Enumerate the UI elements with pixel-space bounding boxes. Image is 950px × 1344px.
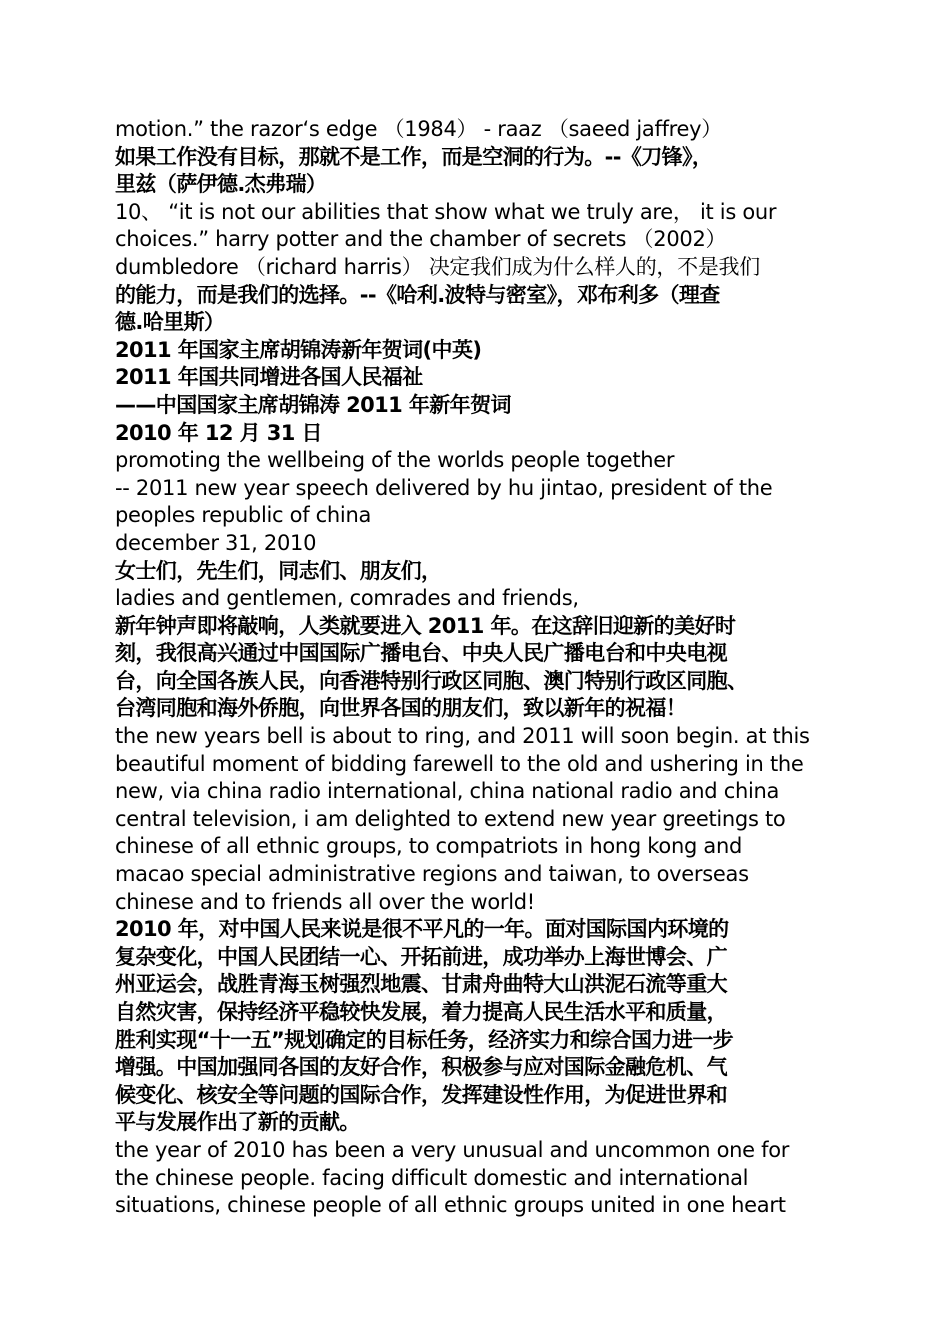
text-line: 候变化、核安全等问题的国际合作，发挥建设性作用，为促进世界和 [115,1082,727,1107]
text-line: motion.” the razor‘s edge （1984） - raaz （saeed jaffrey） [115,117,722,141]
text-line: central television, i am delighted to extend new year greetings to [115,806,786,831]
text-line: 台湾同胞和海外侨胞，向世界各国的朋友们，致以新年的祝福！ [115,696,687,721]
text-line: 2010 年 12 月 31 日 [115,420,322,445]
text-line: 台，向全国各族人民，向香港特别行政区同胞、澳门特别行政区同胞、 [115,668,748,693]
text-line: 平与发展作出了新的贡献。 [115,1110,360,1135]
text-line: 新年钟声即将敲响，人类就要进入 2011 年。在这辞旧迎新的美好时 [115,613,736,638]
text-line: december 31, 2010 [115,530,317,555]
text-line: 2010 年，对中国人民来说是很不平凡的一年。面对国际国内环境的 [115,917,729,942]
text-line: the chinese people. facing difficult domestic and international [115,1165,749,1190]
text-line: dumbledore （richard harris） 决定我们成为什么样人的，不是我们 [115,254,760,279]
text-line: ladies and gentlemen, comrades and friends, [115,586,579,611]
text-line: 自然灾害，保持经济平稳较快发展，着力提高人民生活水平和质量， [115,1000,727,1024]
text-line: 10、 “it is not our abilities that show what we truly are， it is our [115,199,777,224]
text-line: 德.哈里斯） [115,310,225,335]
text-line: promoting the wellbeing of the worlds people together [115,448,675,473]
text-line: new, via china radio international, china national radio and china [115,779,780,804]
text-line: chinese of all ethnic groups, to compatriots in hong kong and [115,834,742,859]
text-line: beautiful moment of bidding farewell to the old and ushering in the [115,751,804,776]
text-line: 州亚运会，战胜青海玉树强烈地震、甘肃舟曲特大山洪泥石流等重大 [115,972,727,997]
text-line: 的能力，而是我们的选择。--《哈利.波特与密室》，邓布利多（理查 [115,282,720,307]
text-line: 里兹（萨伊德.杰弗瑞） [115,172,327,197]
text-line: 胜利实现“十一五”规划确定的目标任务，经济实力和综合国力进一步 [115,1027,734,1052]
text-line: choices.” harry potter and the chamber of secrets （2002） [115,227,727,252]
text-line: 女士们，先生们，同志们、朋友们， [115,558,442,583]
text-line: chinese and to friends all over the world! [115,889,535,914]
text-line: -- 2011 new year speech delivered by hu jintao, president of the [115,475,773,500]
text-line: ——中国国家主席胡锦涛 2011 年新年贺词 [115,392,511,417]
text-line: 复杂变化，中国人民团结一心、开拓前进，成功举办上海世博会、广 [115,944,727,969]
text-line: 2011 年国家主席胡锦涛新年贺词(中英) [115,337,482,362]
text-line: 2011 年国共同增进各国人民福祉 [115,365,423,390]
text-line: the new years bell is about to ring, and 2011 will soon begin. at this [115,724,810,749]
text-line: macao special administrative regions and taiwan, to overseas [115,862,749,887]
text-line: peoples republic of china [115,503,372,528]
text-line: the year of 2010 has been a very unusual and uncommon one for [115,1137,790,1162]
text-line: 刻，我很高兴通过中国国际广播电台、中央人民广播电台和中央电视 [115,641,727,666]
text-line: 增强。中国加强同各国的友好合作，积极参与应对国际金融危机、气 [115,1055,727,1080]
text-line: situations, chinese people of all ethnic groups united in one heart [115,1193,786,1218]
document-page [115,116,850,1220]
text-line: 如果工作没有目标，那就不是工作，而是空洞的行为。--《刀锋》， [115,144,713,169]
